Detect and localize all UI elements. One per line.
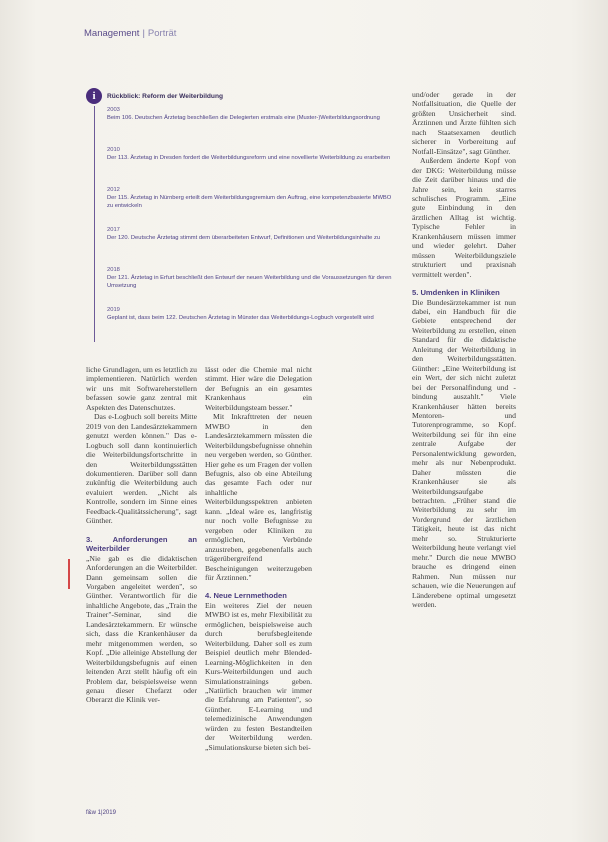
section-heading: 4. Neue Lernmethoden: [205, 591, 287, 601]
paragraph: Ein weiteres Ziel der neuen MWBO ist es, mehr Flexibilität zu ermöglichen, beispielsweise auch durch berufsbegleitende Weiterbildung. Daher soll es zum Beispiel deutlich mehr Blended-Learning-Möglichkeiten in den Kurs-Weiterbildungen und auch Simulationstrainings geben. „Natürlich brauchen wir immer die Erfahrung am Patienten", so Günther. E-Learning und telemedizinische Anwendungen würden zu festen Bestandteilen der Weiterbildung werden. „Simulationskurse bieten sich bei-: [205, 600, 312, 752]
entry-text: Beim 106. Deutschen Ärztetag beschließen die Delegierten erstmals eine (Muster-)Weiterbildungsordnung: [107, 115, 380, 121]
entry-text: Der 113. Ärztetag in Dresden fordert die Weiterbildungsreform und eine novellierte Weiterbildung zu erarbeiten: [107, 155, 391, 161]
timeline-entry: [107, 186, 399, 210]
entry-year: 2019: [107, 307, 120, 313]
paragraph: und/oder gerade in der Notfallsituation, die Quelle der größten Unsicherheit sind. Ärztinnen und Ärzte fühlten sich nach Staatsexamen deutlich sicherer in Vorbereitung auf Notfall-Einsätze", sagt Günther.: [412, 90, 516, 156]
timeline-entry: [107, 226, 399, 242]
entry-year: 2012: [107, 187, 120, 193]
header-subsection: Porträt: [147, 28, 177, 39]
paragraph: Die Bundesärztekammer ist nun dabei, ein Handbuch für die Gebiete entsprechend der Weiterbildung zu erstellen, einen Standard für die didaktische Anleitung der Weiterbildung in den Weiterbildungsstätten. Günther: „Eine Weiterbildung ist ein Wert, der sich nicht zuletzt bei der Personalfindung und -bindung auszahlt." Viele Krankenhäuser hätten bereits Mentoren- und Tutorenprogramme, so Kopf. Weiterbildung sei für ihn eine zentrale Aufgabe der Personalentwicklung geworden, mehr als nur Nebenprodukt. Daher müssten die Krankenhäuser sie als Weiterbildungsaufgabe betrachten. „Früher stand die Weiterbildung zu sehr im Vordergrund der ärztlichen Tätigkeit, heute ist das nicht mehr so. Strukturierte Weiterbildung heute verlangt viel mehr." Durch die neue MWBO brauche es dringend einen Rahmen. Nun müssen nur schauen, wie die Neuerungen auf Länderebene optimal umgesetzt werden.: [412, 297, 516, 610]
header-separator: |: [142, 28, 145, 39]
timeline-entry: [107, 266, 399, 290]
timeline-entry: [107, 106, 399, 122]
article-column-middle: [205, 365, 312, 752]
info-box-title: Rückblick: Reform der Weiterbildung: [107, 93, 224, 100]
entry-year: 2003: [107, 107, 120, 113]
section-heading: 3. Anforderungen an Weiterbilder: [86, 534, 197, 554]
info-box: [86, 88, 398, 350]
paragraph: Mit Inkrafttreten der neuen MWBO in den Landesärztekammern müssten die Weiterbildungsbefugnisse ohnehin neu vergeben werden, so Günther. Hier gehe es um Fragen der vollen Befugnis, also ob eine Abteilung das gesamte Fach oder nur inhaltliche Weiterbildungsspektren anbieten kann. „Ideal wäre es, langfristig nur noch volle Befugnisse zu vergeben oder Kliniken zu ermöglichen, Verbünde anzustreben, gegebenenfalls auch trägerübergreifend Bescheinigungen weiterzugeben für Ärztinnen.": [205, 412, 312, 582]
info-icon: i: [86, 88, 102, 104]
entry-text: Der 120. Deutsche Ärztetag stimmt dem überarbeiteten Entwurf, Definitionen und Weiterbildungsinhalte zu: [107, 235, 381, 241]
entry-text: Der 121. Ärztetag in Erfurt beschließt den Entwurf der neuen Weiterbildung und die Voraussetzungen für deren Umsetzung: [107, 275, 392, 289]
paragraph: „Nie gab es die didaktischen Anforderungen an die Weiterbilder. Dann gemeinsam sollen die Vorgaben angeleitet werden", so Günther. Verantwortlich für die inhaltliche Angebote, das „Train the Trainer"-Seminar, sind die Landesärztekammern. Er wünsche sich, dass die Krankenhäuser da mehr mitgenommen werden, so Kopf. „Die alleinige Abstellung der Weiterbildungsbefugnis auf einen leitenden Arzt stellt häufig oft ein Problem dar, beispielsweise wenn genau dieser Chefarzt oder Oberarzt die Klinik ver-: [86, 553, 197, 705]
header-section: Management: [84, 28, 140, 39]
entry-year: 2018: [107, 267, 120, 273]
paragraph: Außerdem änderte Kopf von der DKG: Weiterbildung müsse die Zeit darüber hinaus und die Jahre sein, kein starres schulisches Programm. „Eine gute Einbindung in den ärztlichen Alltag ist wichtig. Typische Fehler in Krankenhäusern müssen immer und wieder gelehrt. Daher müssen Weiterbildungsziele strukturiert und praxisnah vermittelt werden".: [412, 156, 516, 279]
article-column-right: [412, 90, 516, 609]
article-column-left: [86, 365, 197, 705]
paragraph: Das e-Logbuch soll bereits Mitte 2019 von den Landesärztekammern genutzt werden können." Das e-Logbuch soll dann kontinuierlich die Weiterbildungsfortschritte in den Weiterbildungsstätten dokumentieren. Darüber soll dann zukünftig die Weiterbildung auch evaluiert werden. „Nicht als Kontrolle, sondern im Sinne eines Feedback-Qualitätssicherung", sagt Günther.: [86, 412, 197, 526]
paragraph: lässt oder die Chemie mal nicht stimmt. Hier wäre die Delegation der Befugnis an ein gesamtes Krankenhaus ein Weiterbildungsteam besser.": [205, 365, 312, 412]
timeline-entry: [107, 306, 399, 322]
entry-text: Geplant ist, dass beim 122. Deutschen Ärztetag in Münster das Weiterbildungs-Logbuch vorgestellt wird: [107, 315, 374, 321]
timeline-entry: [107, 146, 399, 162]
margin-mark: [68, 559, 70, 589]
entry-year: 2017: [107, 227, 120, 233]
page-footer: f&w 1|2019: [86, 810, 116, 816]
paragraph: liche Grundlagen, um es letztlich zu implementieren. Natürlich werden wir uns mit Softwareherstellern befassen sowie ganz zentral mit Aspekten des Datenschutzes.: [86, 365, 198, 412]
entry-year: 2010: [107, 147, 120, 153]
entry-text: Der 115. Ärztetag in Nürnberg erteilt dem Weiterbildungsgremium den Auftrag, eine kompetenzbasierte MWBO zu entwickeln: [107, 195, 392, 209]
page-header: [84, 28, 176, 39]
timeline-line: [94, 106, 95, 342]
section-heading: 5. Umdenken in Kliniken: [412, 288, 500, 298]
